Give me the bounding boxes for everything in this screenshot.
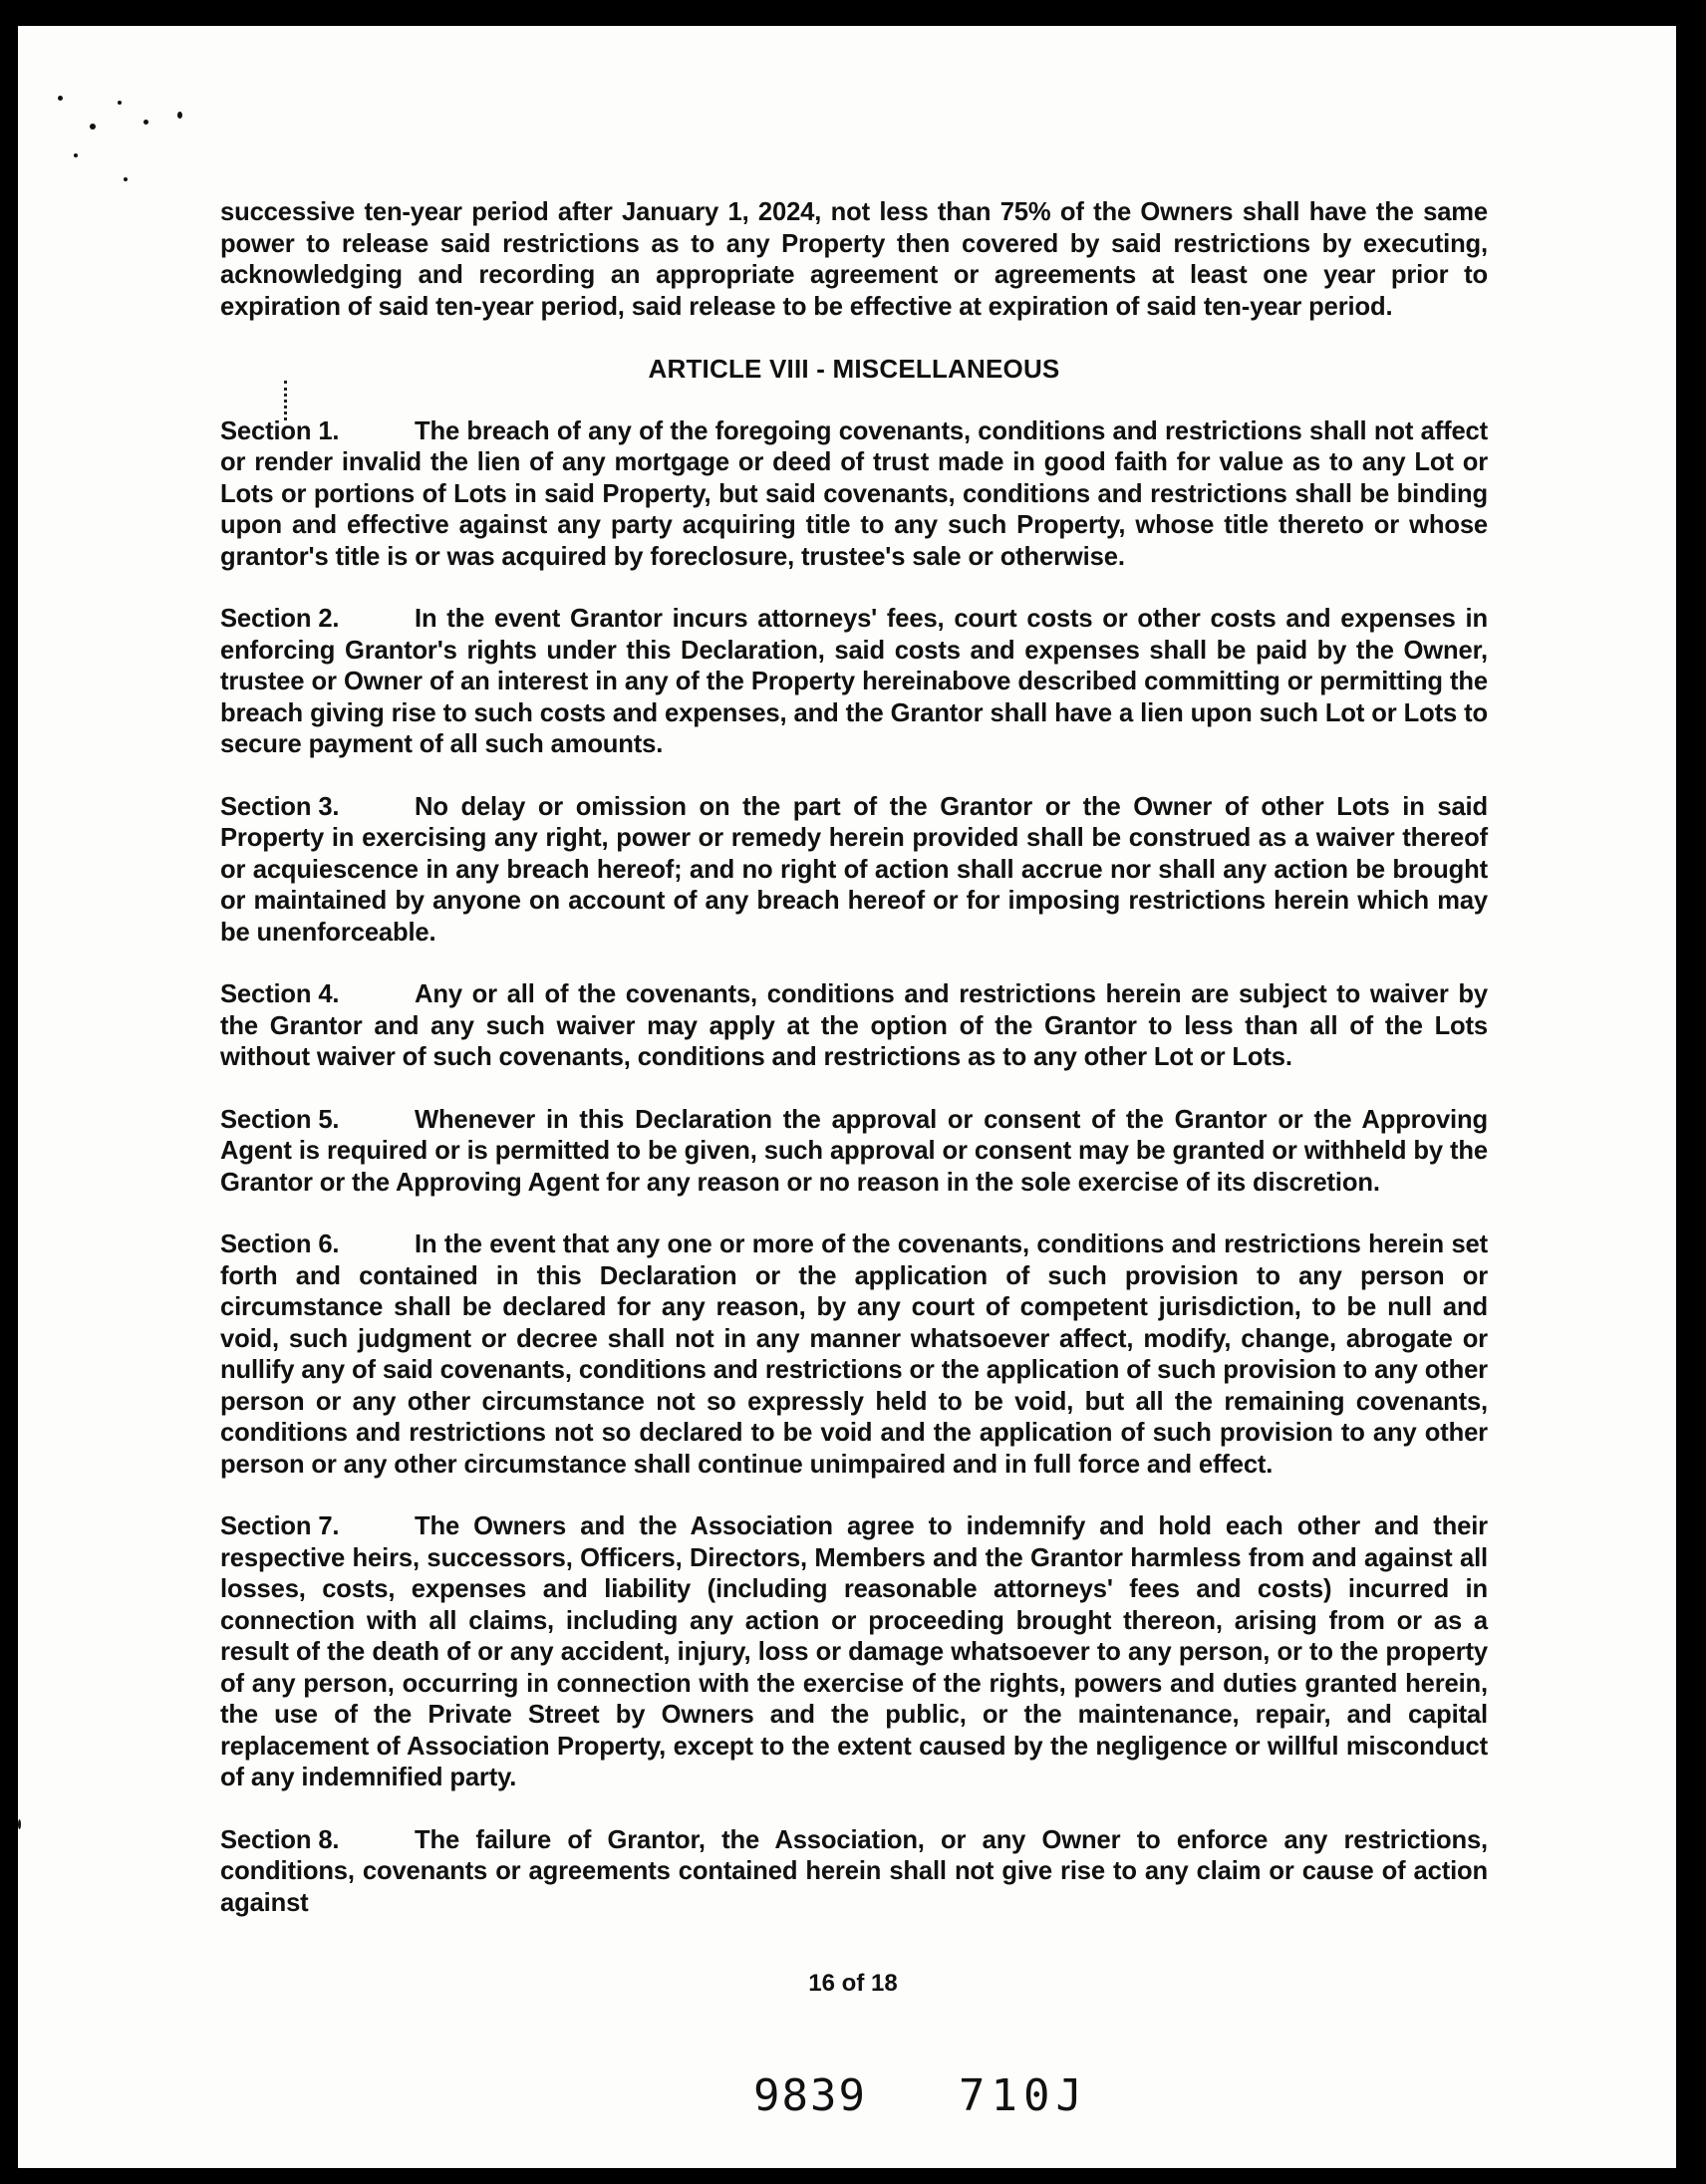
- section-7: [220, 1511, 1488, 1794]
- scan-speck: [58, 96, 63, 101]
- section-text: Any or all of the covenants, conditions and restrictions herein are subject to waiver by the Grantor and any such waiver may apply at the option of the Grantor to less than all of the Lots without waiver of such covenants, conditions and restrictions as to any other Lot or Lots.: [220, 980, 1488, 1071]
- section-label: Section 2.: [220, 605, 340, 633]
- section-2: [220, 604, 1488, 761]
- scan-speck: [124, 177, 128, 181]
- section-text: The Owners and the Association agree to indemnify and hold each other and their respective heirs, successors, Officers, Directors, Members and the Grantor harmless from and against all losses, costs, expenses and liability (including reasonable attorneys' fees and costs) incurred in connection with all claims, including any action or proceeding brought thereon, arising from or as a result of the death of or any accident, injury, loss or damage whatsoever to any person, or to the property of any person, occurring in connection with the exercise of the rights, powers and duties granted herein, the use of the Private Street by Owners and the public, or the maintenance, repair, and capital replacement of Association Property, except to the extent caused by the negligence or willful misconduct of any indemnified party.: [220, 1512, 1488, 1791]
- section-text: The breach of any of the foregoing covenants, conditions and restrictions shall not affect or render invalid the lien of any mortgage or deed of trust made in good faith for value as to any Lot or Lots or portions of Lots in said Property, but said covenants, conditions and restrictions shall be binding upon and effective against any party acquiring title to any such Property, whose title thereto or whose grantor's title is or was acquired by foreclosure, trustee's sale or otherwise.: [220, 416, 1488, 571]
- section-1: [220, 416, 1488, 574]
- document-body: [220, 197, 1488, 1919]
- section-label: Section 8.: [220, 1825, 340, 1854]
- section-label: Section 7.: [220, 1512, 340, 1540]
- scan-speck: [118, 101, 122, 105]
- article-heading: ARTICLE VIII - MISCELLANEOUS: [648, 354, 1060, 384]
- section-3: [220, 792, 1488, 950]
- section-text: In the event that any one or more of the covenants, conditions and restrictions herein set forth and contained in this Declaration or the application of such provision to any person or circumstance shall be declared for any reason, by any court of competent jurisdiction, to be null and void, such judgment or decree shall not in any manner whatsoever affect, modify, change, abrogate or nullify any of said covenants, conditions and restrictions or the application of such provision to any other person or any other circumstance not so expressly held to be void, but all the remaining covenants, conditions and restrictions not so declared to be void and the application of such provision to any other person or any other circumstance shall continue unimpaired and in full force and effect.: [220, 1230, 1488, 1479]
- recording-stamp-number: 9839: [753, 2070, 867, 2121]
- section-text: In the event Grantor incurs attorneys' fees, court costs or other costs and expenses in enforcing Grantor's rights under this Declaration, said costs and expenses shall be paid by the Owner, trustee or Owner of an interest in any of the Property hereinabove described committing or permitting the breach giving rise to such costs and expenses, and the Grantor shall have a lien upon such Lot or Lots to secure payment of all such amounts.: [220, 605, 1488, 758]
- section-8: [220, 1825, 1488, 1920]
- section-4: [220, 979, 1488, 1074]
- section-label: Section 6.: [220, 1230, 340, 1258]
- section-label: Section 5.: [220, 1105, 340, 1134]
- scan-speck: [74, 153, 78, 157]
- section-6: [220, 1229, 1488, 1481]
- recording-stamp-page: 710J: [959, 2070, 1088, 2121]
- scan-speck: [143, 120, 148, 125]
- section-label: Section 1.: [220, 416, 340, 445]
- section-5: [220, 1105, 1488, 1200]
- intro-paragraph: successive ten-year period after January 1, 2024, not less than 75% of the Owners shall have the same power to release said restrictions as to any Property then covered by said restrictions by executing, acknowledging and recording an appropriate agreement or agreements at least one year prior to expiration of said ten-year period, said release to be effective at expiration of said ten-year period.: [220, 198, 1488, 321]
- scan-speck: [90, 124, 96, 130]
- section-label: Section 4.: [220, 980, 340, 1008]
- page-number: 16 of 18: [808, 1970, 898, 1997]
- scan-speck: [18, 1819, 21, 1829]
- section-text: Whenever in this Declaration the approval or consent of the Grantor or the Approving Agent is required or is permitted to be given, such approval or consent may be granted or withheld by the Grantor or the Approving Agent for any reason or no reason in the sole exercise of its discretion.: [220, 1105, 1488, 1197]
- section-label: Section 3.: [220, 792, 340, 821]
- section-text: No delay or omission on the part of the Grantor or the Owner of other Lots in said Property in exercising any right, power or remedy herein provided shall be construed as a waiver thereof or acquiescence in any breach hereof; and no right of action shall accrue nor shall any action be brought or maintained by anyone on account of any breach hereof or for imposing restrictions herein which may be unenforceable.: [220, 792, 1488, 947]
- scan-speck: [177, 112, 182, 119]
- section-text: The failure of Grantor, the Association, or any Owner to enforce any restrictions, conditions, covenants or agreements contained herein shall not give rise to any claim or cause of action against: [220, 1825, 1488, 1917]
